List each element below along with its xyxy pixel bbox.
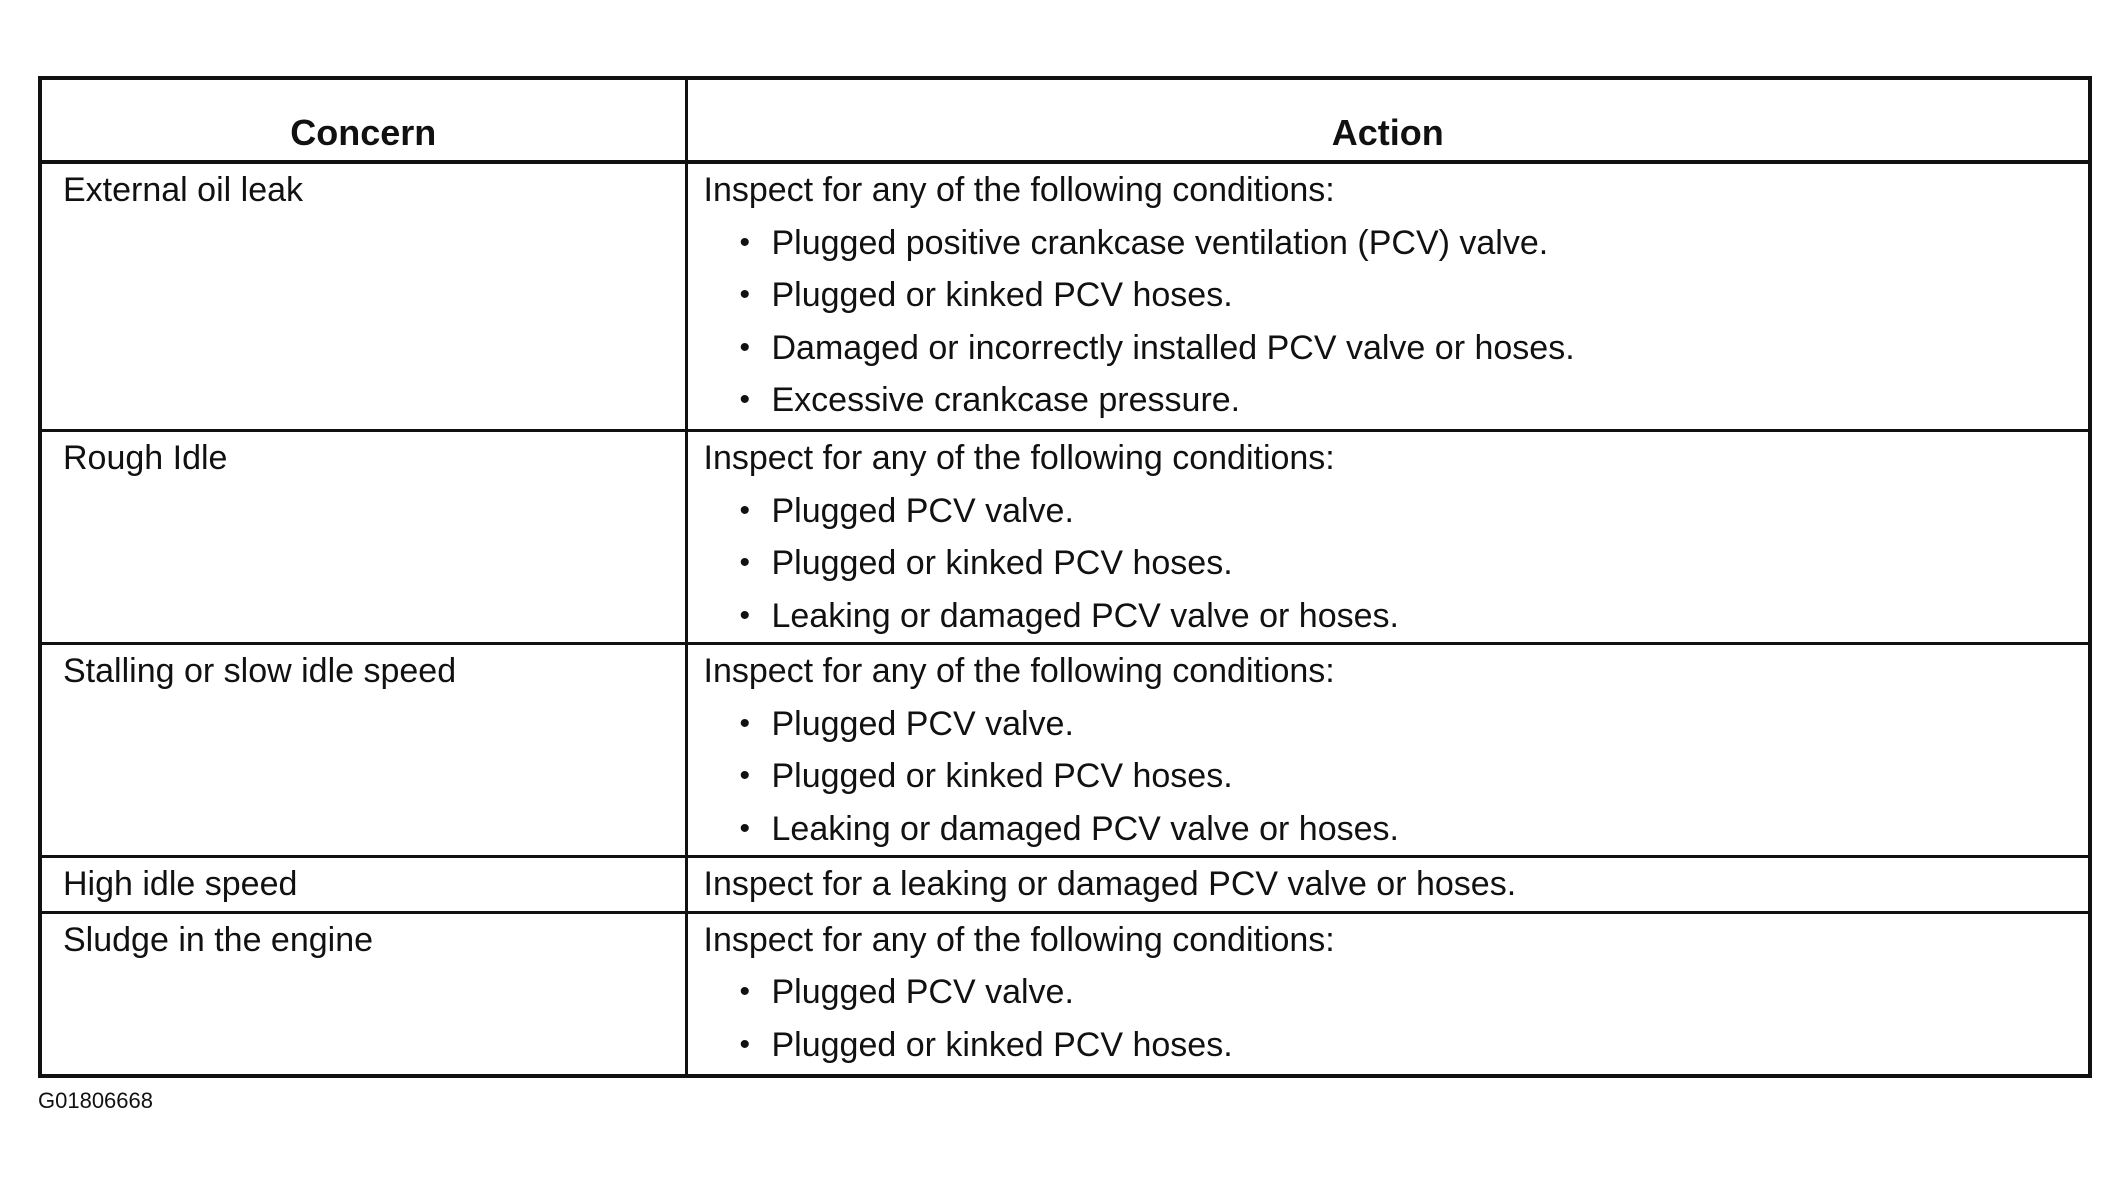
condition-list-item [740,269,2079,322]
action-cell [686,162,2090,431]
action-intro-text: Inspect for any of the following conditions: [703,439,1335,477]
bullet-icon: • [739,330,751,364]
action-cell [686,912,2090,1076]
condition-list [704,698,2079,856]
table-row [40,644,2090,857]
condition-text: Plugged PCV valve. [771,491,1074,530]
condition-text: Plugged or kinked PCV hoses. [771,757,1233,795]
table-body [40,162,2090,1076]
condition-list-item [740,374,2079,427]
table-row [40,912,2090,1076]
condition-list-item [740,590,2079,643]
table-header-row [40,78,2090,162]
condition-text: Damaged or incorrectly installed PCV valve or hoses. [771,328,1575,367]
condition-text: Plugged or kinked PCV hoses. [771,544,1233,582]
action-intro-text: Inspect for any of the following conditions: [703,171,1335,209]
concern-cell: Stalling or slow idle speed [40,644,686,857]
concern-cell: Rough Idle [40,431,686,644]
bullet-icon: • [739,598,751,632]
bullet-icon: • [739,759,751,792]
bullet-icon: • [739,383,751,416]
concern-cell: External oil leak [40,162,686,431]
action-cell [686,857,2090,913]
bullet-icon: • [739,493,751,527]
bullet-icon: • [739,975,751,1008]
table-row [40,431,2090,644]
bullet-icon: • [739,546,751,579]
action-cell [686,644,2090,857]
diagnosis-table [38,76,2092,1078]
action-intro-text: Inspect for any of the following conditions: [703,652,1335,690]
condition-text: Plugged PCV valve. [771,704,1074,743]
condition-text: Plugged or kinked PCV hoses. [771,276,1233,314]
table-row [40,162,2090,431]
bullet-icon: • [739,811,751,845]
condition-list-item [740,217,2079,270]
concern-column-header: Concern [40,78,686,162]
condition-list-item [740,966,2079,1019]
condition-text: Plugged PCV valve. [771,973,1074,1011]
condition-list-item [740,1019,2079,1072]
concern-cell: High idle speed [40,857,686,913]
action-intro-text: Inspect for any of the following conditions: [703,920,1335,959]
condition-text: Leaking or damaged PCV valve or hoses. [771,809,1399,848]
diagnosis-table-container [38,76,2092,1078]
bullet-icon: • [739,225,751,259]
condition-list [704,217,2079,427]
condition-list-item [740,698,2079,751]
condition-text: Leaking or damaged PCV valve or hoses. [771,596,1399,635]
condition-list-item [740,485,2079,538]
condition-list-item [740,803,2079,856]
figure-id: G01806668 [38,1088,153,1113]
bullet-icon: • [739,706,751,740]
condition-text: Plugged or kinked PCV hoses. [771,1025,1233,1064]
condition-list-item [740,322,2079,375]
condition-text: Plugged positive crankcase ventilation (PCV) valve. [771,223,1549,262]
condition-list-item [740,537,2079,590]
table-row [40,857,2090,913]
condition-list [704,485,2079,643]
action-cell [686,431,2090,644]
condition-text: Excessive crankcase pressure. [771,381,1241,419]
concern-cell: Sludge in the engine [40,912,686,1076]
action-intro-text: Inspect for a leaking or damaged PCV valve or hoses. [703,865,1517,903]
bullet-icon: • [739,1027,751,1061]
action-column-header: Action [686,78,2090,162]
condition-list-item [740,750,2079,803]
condition-list [704,966,2079,1071]
bullet-icon: • [739,278,751,311]
